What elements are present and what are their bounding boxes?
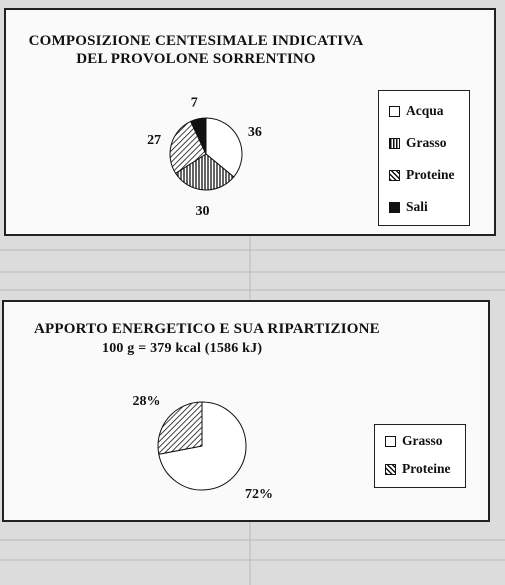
legend-swatch — [389, 170, 400, 181]
legend-item-grasso — [385, 433, 443, 449]
chart-title: APPORTO ENERGETICO E SUA RIPARTIZIONE — [34, 321, 380, 337]
legend-swatch — [389, 202, 400, 213]
composition-legend — [378, 90, 470, 226]
data-label-acqua: 36 — [247, 125, 262, 141]
legend-item-proteine — [385, 461, 450, 477]
legend-swatch — [385, 436, 396, 447]
energy-chart-panel — [2, 300, 490, 522]
energy-legend — [374, 424, 466, 488]
data-label-proteine: 27 — [147, 132, 162, 148]
legend-item-grasso — [389, 135, 447, 151]
data-label-sali: 7 — [190, 95, 198, 111]
legend-label: Proteine — [402, 461, 451, 476]
legend-swatch — [389, 138, 400, 149]
legend-item-proteine — [389, 167, 454, 183]
legend-label: Sali — [406, 199, 428, 214]
chart-subtitle: 100 g = 379 kcal (1586 kJ) — [102, 341, 263, 356]
energy-pie-chart — [4, 302, 492, 524]
legend-label: Proteine — [406, 167, 455, 182]
chart-title-line2: DEL PROVOLONE SORRENTINO — [76, 51, 316, 67]
legend-item-sali — [389, 199, 428, 215]
legend-swatch — [389, 106, 400, 117]
pie-slice-proteine — [158, 402, 202, 454]
legend-item-acqua — [389, 103, 444, 119]
data-label-grasso: 72% — [245, 487, 274, 503]
legend-swatch — [385, 464, 396, 475]
legend-label: Grasso — [402, 433, 443, 448]
legend-label: Grasso — [406, 135, 447, 150]
legend-label: Acqua — [406, 103, 444, 118]
composition-chart-panel — [4, 8, 496, 236]
chart-title-line1: COMPOSIZIONE CENTESIMALE INDICATIVA — [28, 33, 364, 49]
data-label-grasso: 30 — [195, 203, 210, 219]
data-label-proteine: 28% — [132, 394, 161, 410]
